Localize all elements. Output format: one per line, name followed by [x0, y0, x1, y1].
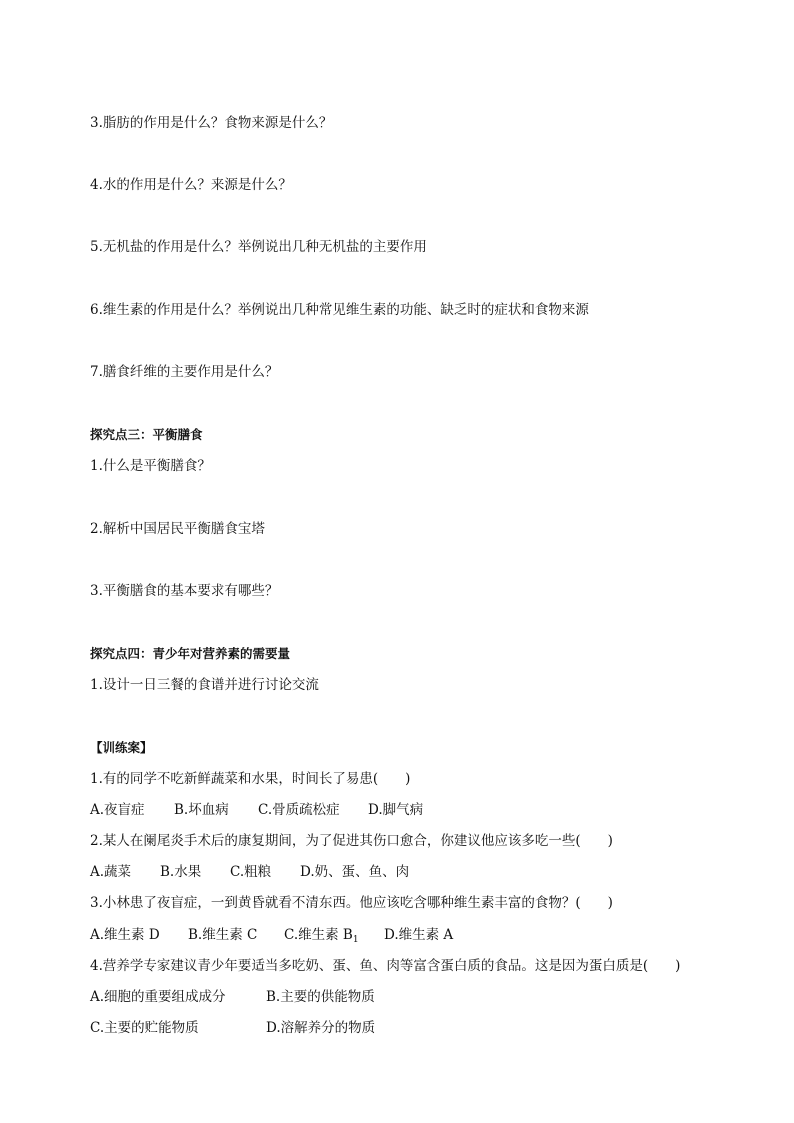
q3-option-a: A.维生素 D	[90, 927, 160, 943]
training-q1-options	[90, 801, 423, 819]
q2-option-d: D.奶、蛋、鱼、肉	[300, 864, 410, 880]
question-vitamins: 6.维生素的作用是什么？举例说出几种常见维生素的功能、缺乏时的症状和食物来源	[90, 302, 589, 318]
q4-option-a: A.细胞的重要组成成分	[90, 989, 226, 1005]
section3-item-3: 3.平衡膳食的基本要求有哪些？	[90, 583, 279, 599]
training-q3-options	[90, 926, 453, 944]
q3-option-b: B.维生素 C	[188, 927, 258, 943]
q3-option-d: D.维生素 A	[384, 927, 454, 943]
section-heading-teen-nutrition: 探究点四：青少年对营养素的需要量	[90, 646, 291, 661]
question-fat: 3.脂肪的作用是什么？食物来源是什么？	[90, 115, 333, 131]
section4-item-1: 1.设计一日三餐的食谱并进行讨论交流	[90, 677, 319, 693]
q1-option-d: D.脚气病	[368, 802, 424, 818]
q1-option-a: A.夜盲症	[90, 802, 145, 818]
q3-option-c: C.维生素 $B_1$	[284, 927, 359, 945]
training-heading: 【训练案】	[90, 740, 153, 755]
training-q4-options-row2	[90, 1019, 375, 1037]
training-q1-stem: 1.有的同学不吃新鲜蔬菜和水果，时间长了易患( )	[90, 771, 411, 787]
q2-option-c: C.粗粮	[230, 864, 272, 880]
section3-item-1: 1.什么是平衡膳食？	[90, 458, 211, 474]
question-water: 4.水的作用是什么？来源是什么？	[90, 177, 292, 193]
q4-option-b: B.主要的供能物质	[266, 989, 375, 1005]
training-q2-options	[90, 863, 409, 881]
section-heading-balanced-diet: 探究点三：平衡膳食	[90, 427, 203, 442]
training-q2-stem: 2.某人在阑尾炎手术后的康复期间，为了促进其伤口愈合，你建议他应该多吃一些( )	[90, 833, 613, 849]
training-q4-options-row1	[90, 988, 375, 1006]
q1-option-c: C.骨质疏松症	[258, 802, 340, 818]
q3-option-c-subscript: 1	[352, 935, 359, 945]
q1-option-b: B.坏血病	[174, 802, 229, 818]
training-q3-stem: 3.小林患了夜盲症，一到黄昏就看不清东西。他应该吃含哪种维生素丰富的食物？( )	[90, 895, 613, 911]
q4-option-c: C.主要的贮能物质	[90, 1020, 199, 1036]
section3-item-2: 2.解析中国居民平衡膳食宝塔	[90, 521, 265, 537]
question-fiber: 7.膳食纤维的主要作用是什么？	[90, 364, 279, 380]
training-q4-stem: 4.营养学专家建议青少年要适当多吃奶、蛋、鱼、肉等富含蛋白质的食品。这是因为蛋白质是( )	[90, 958, 681, 974]
q2-option-a: A.蔬菜	[90, 864, 132, 880]
question-minerals: 5.无机盐的作用是什么？举例说出几种无机盐的主要作用	[90, 239, 427, 255]
q2-option-b: B.水果	[160, 864, 202, 880]
q4-option-d: D.溶解养分的物质	[266, 1020, 376, 1036]
